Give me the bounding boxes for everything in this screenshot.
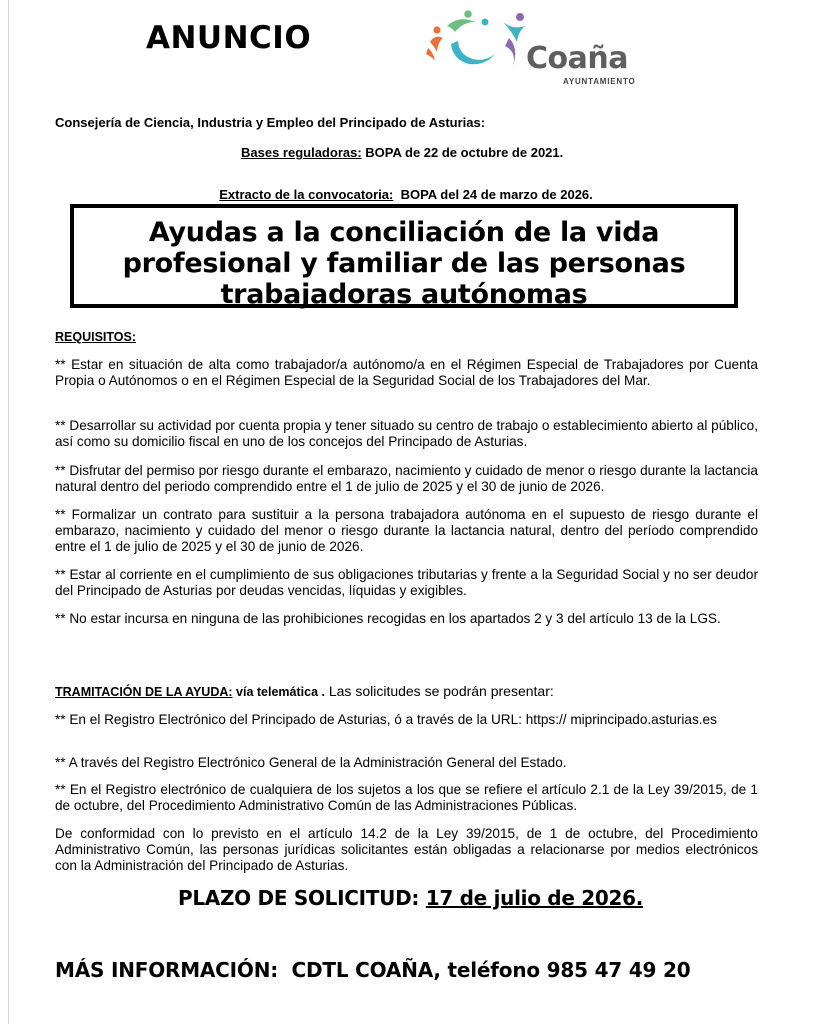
tramitacion-item: ** A través del Registro Electrónico General de la Administración General del Estado. bbox=[55, 755, 567, 770]
plazo-solicitud bbox=[178, 886, 643, 910]
tramitacion-item: ** En el Registro electrónico de cualquiera de los sujetos a los que se refiere el artículo 2.1 de la Ley 39/2015, de 1 de octubre, del Procedimiento Administrativo Común de las Administraciones Públicas. bbox=[55, 782, 758, 813]
plazo-label: PLAZO DE SOLICITUD: bbox=[178, 886, 420, 910]
people-circle-icon bbox=[425, 8, 535, 83]
main-title-box bbox=[70, 204, 738, 308]
tramitacion-intro: Las solicitudes se podrán presentar: bbox=[324, 683, 554, 699]
requisito-item: ** Estar al corriente en el cumplimiento de sus obligaciones tributarias y frente a la Seguridad Social y no ser deudor del Principado de Asturias por deudas vencidas, líquidas y exigibles. bbox=[55, 567, 758, 598]
page-edge-line bbox=[8, 0, 9, 1024]
tramitacion-item: ** En el Registro Electrónico del Principado de Asturias, ó a través de la URL: https:// miprincipado.asturias.es bbox=[55, 712, 717, 727]
requisito-item: ** Formalizar un contrato para sustituir a la persona trabajadora autónoma en el supuesto de riesgo durante el embarazo, nacimiento y cuidado del menor o riesgo durante la lactancia natural, dentro del período comprendido entre el 1 de julio de 2025 y el 30 de junio de 2026. bbox=[55, 507, 758, 554]
page-title: ANUNCIO bbox=[146, 20, 312, 56]
title-line-1: Ayudas a la conciliación de la vida bbox=[148, 217, 660, 248]
title-line-2: profesional y familiar de las personas bbox=[122, 248, 686, 279]
logo-subtitle: AYUNTAMIENTO bbox=[563, 77, 636, 86]
tramitacion-heading bbox=[55, 683, 554, 699]
extracto-label: Extracto de la convocatoria: bbox=[219, 187, 394, 202]
tramitacion-note: De conformidad con lo previsto en el artículo 14.2 de la Ley 39/2015, de 1 de octubre, del Procedimiento Administrativo Común, las personas jurídicas solicitantes están obligadas a relacionarse por medios electrónicos con la Administración del Principado de Asturias. bbox=[55, 826, 758, 873]
tramitacion-via: vía telemática . bbox=[232, 685, 325, 699]
bases-value: BOPA de 22 de octubre de 2021. bbox=[361, 145, 564, 160]
requisito-item: ** No estar incursa en ninguna de las prohibiciones recogidas en los apartados 2 y 3 del artículo 13 de la LGS. bbox=[55, 611, 721, 626]
requisito-item: ** Disfrutar del permiso por riesgo durante el embarazo, nacimiento y cuidado de menor o riesgo durante la lactancia natural dentro del periodo comprendido entre el 1 de julio de 2025 y el 30 de junio de 2026. bbox=[55, 463, 758, 494]
logo-name: Coaña bbox=[526, 41, 628, 76]
coana-logo bbox=[425, 8, 665, 88]
bases-line bbox=[241, 145, 563, 160]
consejeria-line: Consejería de Ciencia, Industria y Empleo del Principado de Asturias: bbox=[55, 115, 486, 130]
bases-label: Bases reguladoras: bbox=[241, 145, 362, 160]
plazo-date: 17 de julio de 2026. bbox=[425, 886, 644, 910]
mas-informacion: MÁS INFORMACIÓN: CDTL COAÑA, teléfono 985 47 49 20 bbox=[55, 958, 691, 982]
tramitacion-label: TRAMITACIÓN DE LA AYUDA: bbox=[55, 685, 233, 699]
title-line-3: trabajadoras autónomas bbox=[220, 279, 588, 310]
extracto-line bbox=[212, 172, 593, 202]
requisito-item: ** Desarrollar su actividad por cuenta propia y tener situado su centro de trabajo o establecimiento abierto al público, así como su domicilio fiscal en uno de los concejos del Principado de Asturias. bbox=[55, 418, 758, 449]
extracto-value: BOPA del 24 de marzo de 2026. bbox=[393, 187, 593, 202]
requisito-item: ** Estar en situación de alta como trabajador/a autónomo/a en el Régimen Especial de Trabajadores por Cuenta Propia o Autónomos o en el Régimen Especial de la Seguridad Social de los Trabajadores del Mar. bbox=[55, 357, 758, 388]
requisitos-heading: REQUISITOS: bbox=[55, 330, 137, 344]
